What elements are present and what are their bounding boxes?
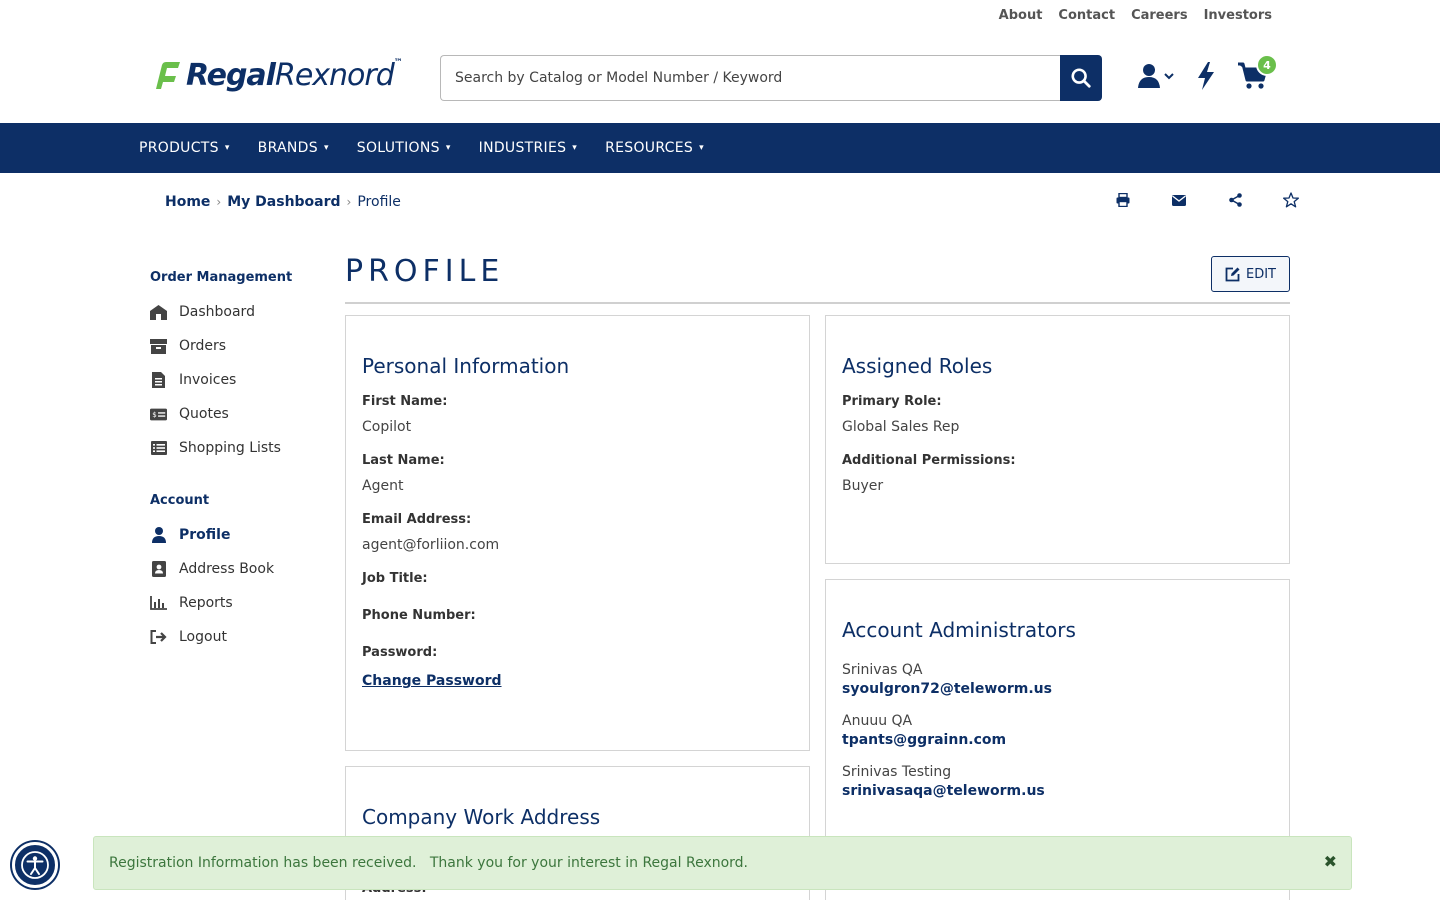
- password-label: Password:: [362, 645, 438, 660]
- admin-email-link[interactable]: tpants@ggrainn.com: [842, 732, 1007, 748]
- cart-button[interactable]: [1238, 58, 1271, 90]
- print-button[interactable]: [1114, 191, 1132, 209]
- main-nav: [0, 123, 1440, 173]
- company-work-address-heading: Company Work Address: [362, 805, 601, 829]
- personal-information-heading: Personal Information: [362, 354, 570, 378]
- sidebar-item-label: Address Book: [179, 561, 275, 577]
- success-notification: [93, 836, 1352, 890]
- phone-number-label: Phone Number:: [362, 608, 476, 623]
- box-icon: [150, 339, 167, 354]
- breadcrumb-home[interactable]: Home: [165, 194, 211, 210]
- utility-link-about[interactable]: About: [998, 8, 1043, 23]
- page-tools: [1114, 191, 1300, 209]
- utility-nav: [999, 8, 1272, 23]
- email-page-button[interactable]: [1170, 191, 1188, 209]
- sidebar-item-quotes[interactable]: [150, 397, 330, 431]
- breadcrumb-current: Profile: [357, 194, 401, 210]
- quick-order-button[interactable]: [1196, 62, 1216, 90]
- address-book-icon: [150, 561, 167, 577]
- email-value: agent@forliion.com: [362, 537, 500, 553]
- chevron-right-icon: ›: [346, 195, 352, 209]
- first-name-label: First Name:: [362, 394, 448, 409]
- admin-name: Anuuu QA: [842, 713, 913, 729]
- site-logo[interactable]: [152, 58, 402, 93]
- account-menu-button[interactable]: [1138, 63, 1174, 89]
- logo-mark-icon: [152, 59, 182, 93]
- sidebar-heading-order-management: Order Management: [150, 270, 293, 285]
- chevron-down-icon: [1164, 71, 1174, 81]
- quote-icon: [150, 408, 167, 421]
- breadcrumb: [165, 194, 401, 210]
- notification-message: Registration Information has been received. Thank you for your interest in Regal Rexnord.: [109, 855, 749, 871]
- search-button[interactable]: [1060, 55, 1102, 101]
- nav-industries-label: INDUSTRIES: [478, 140, 567, 156]
- sidebar-item-reports[interactable]: [150, 586, 330, 620]
- edit-button-label: EDIT: [1246, 266, 1276, 282]
- admin-name: Srinivas Testing: [842, 764, 952, 780]
- sidebar-item-label: Orders: [179, 338, 227, 354]
- admin-name: Srinivas QA: [842, 662, 923, 678]
- chevron-right-icon: ›: [216, 195, 222, 209]
- search-icon: [1070, 67, 1092, 89]
- sidebar-item-label: Dashboard: [179, 304, 255, 320]
- additional-permissions-label: Additional Permissions:: [842, 453, 1016, 468]
- sidebar-item-shopping-lists[interactable]: [150, 431, 330, 465]
- list-icon: [150, 441, 167, 455]
- primary-role-label: Primary Role:: [842, 394, 942, 409]
- personal-information-card: [345, 315, 810, 751]
- print-icon: [1116, 193, 1130, 207]
- assigned-roles-heading: Assigned Roles: [842, 354, 993, 378]
- last-name-label: Last Name:: [362, 453, 445, 468]
- breadcrumb-dashboard[interactable]: My Dashboard: [227, 194, 341, 210]
- svg-text:$: $: [152, 409, 157, 419]
- admin-entry: [842, 764, 1273, 799]
- nav-brands[interactable]: [258, 140, 329, 156]
- sidebar-item-label: Invoices: [179, 372, 237, 388]
- page-title: PROFILE: [345, 254, 505, 289]
- utility-link-investors[interactable]: Investors: [1203, 8, 1272, 23]
- account-sidebar: [150, 270, 330, 662]
- sidebar-item-label: Logout: [179, 629, 227, 645]
- star-icon: [1283, 192, 1299, 208]
- utility-link-careers[interactable]: Careers: [1131, 8, 1188, 23]
- lightning-icon: [1196, 62, 1216, 90]
- chart-icon: [150, 596, 167, 610]
- share-icon: [1229, 193, 1242, 207]
- sidebar-item-logout[interactable]: [150, 620, 330, 654]
- sidebar-item-orders[interactable]: [150, 329, 330, 363]
- edit-profile-button[interactable]: [1211, 256, 1290, 292]
- nav-industries[interactable]: [479, 140, 577, 156]
- sidebar-item-label: Quotes: [179, 406, 229, 422]
- change-password-link[interactable]: Change Password: [362, 673, 502, 689]
- nav-products[interactable]: [139, 140, 230, 156]
- sidebar-item-label: Profile: [179, 527, 231, 543]
- sidebar-item-invoices[interactable]: [150, 363, 330, 397]
- additional-permissions-value: Buyer: [842, 478, 884, 494]
- first-name-value: Copilot: [362, 419, 412, 435]
- header-icons: [1138, 58, 1271, 90]
- primary-role-value: Global Sales Rep: [842, 419, 960, 435]
- document-icon: [150, 372, 167, 388]
- email-label: Email Address:: [362, 512, 472, 527]
- admin-entry: [842, 713, 1273, 748]
- nav-solutions-label: SOLUTIONS: [356, 140, 440, 156]
- chevron-down-icon: ▾: [699, 143, 704, 153]
- sidebar-item-address-book[interactable]: [150, 552, 330, 586]
- search-bar: [440, 55, 1102, 101]
- account-administrators-heading: Account Administrators: [842, 618, 1076, 642]
- admin-entry: [842, 662, 1273, 697]
- assigned-roles-card: [825, 315, 1290, 564]
- user-icon: [1138, 63, 1164, 89]
- accessibility-button[interactable]: [12, 842, 58, 888]
- sidebar-item-label: Reports: [179, 595, 233, 611]
- sidebar-item-label: Shopping Lists: [179, 440, 281, 456]
- chevron-down-icon: ▾: [323, 143, 329, 153]
- utility-link-contact[interactable]: Contact: [1058, 8, 1116, 23]
- job-title-label: Job Title:: [362, 571, 428, 586]
- close-icon[interactable]: ✖: [1323, 852, 1337, 871]
- user-icon: [150, 527, 167, 543]
- chevron-down-icon: ▾: [572, 143, 578, 153]
- envelope-icon: [1172, 195, 1186, 206]
- admin-email-link[interactable]: syoulgron72@teleworm.us: [842, 681, 1052, 697]
- share-button[interactable]: [1226, 191, 1244, 209]
- sidebar-item-dashboard[interactable]: [150, 295, 330, 329]
- nav-solutions[interactable]: [357, 140, 451, 156]
- search-input[interactable]: [440, 55, 1060, 101]
- nav-products-label: PRODUCTS: [139, 140, 219, 156]
- chevron-down-icon: ▾: [224, 143, 230, 153]
- nav-resources[interactable]: [605, 140, 704, 156]
- admin-email-link[interactable]: srinivasaqa@teleworm.us: [842, 783, 1045, 799]
- nav-brands-label: BRANDS: [257, 140, 318, 156]
- logout-icon: [150, 630, 167, 644]
- favorite-button[interactable]: [1282, 191, 1300, 209]
- edit-icon: [1225, 267, 1240, 282]
- store-icon: [150, 305, 167, 320]
- accessibility-icon: [20, 850, 50, 880]
- sidebar-item-profile[interactable]: [150, 518, 330, 552]
- sidebar-heading-account: Account: [150, 493, 210, 508]
- cart-count-badge: 4: [1256, 54, 1278, 76]
- nav-resources-label: RESOURCES: [605, 140, 694, 156]
- last-name-value: Agent: [362, 478, 404, 494]
- title-divider: [345, 302, 1290, 304]
- chevron-down-icon: ▾: [445, 143, 451, 153]
- logo-text: RegalRexnord™: [186, 58, 402, 93]
